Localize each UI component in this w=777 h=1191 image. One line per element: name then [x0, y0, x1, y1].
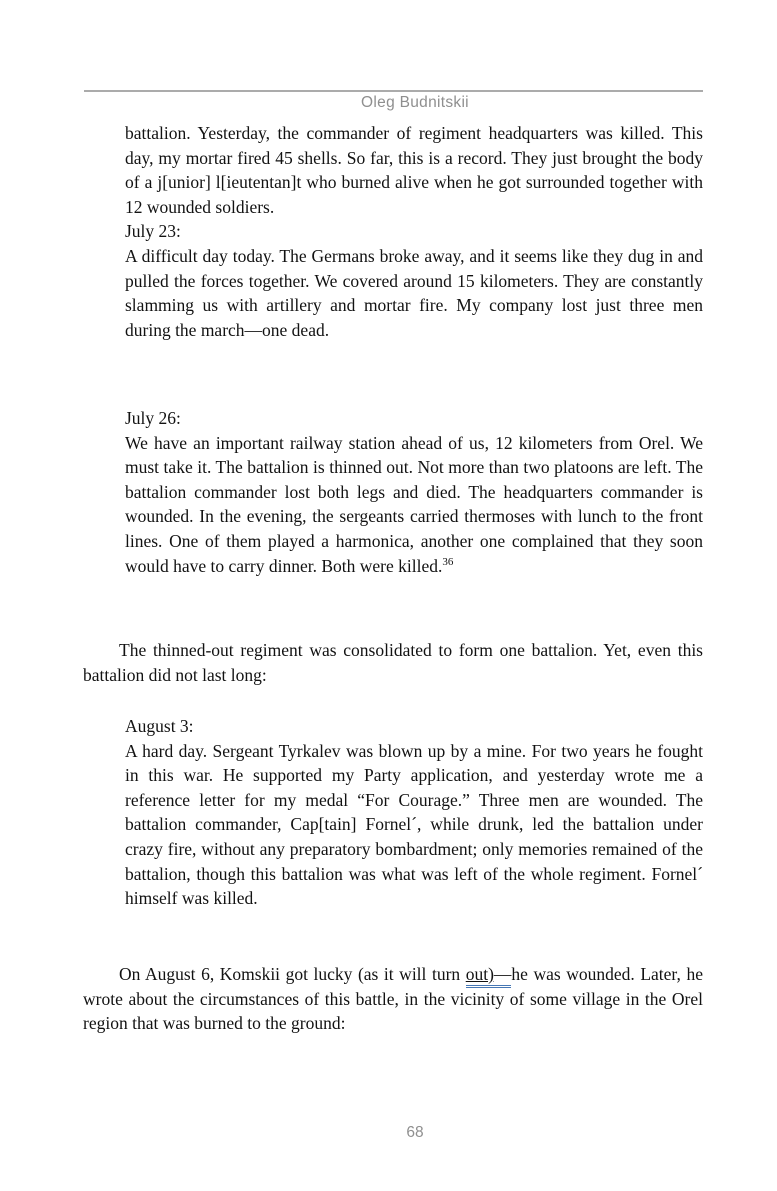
- narration-paragraph-august-6: [83, 962, 703, 1036]
- narration-text-before: On August 6, Komskii got lucky (as it will turn: [119, 964, 466, 984]
- page-number: 68: [406, 1124, 424, 1141]
- quote-paragraph-august-3: A hard day. Sergeant Tyrkalev was blown up by a mine. For two years he fought in this war. He supported my Party application, and yesterday wrote me a reference letter for my medal “For Courage.” Three men are wounded. The battalion commander, Cap[tain] Fornel´, while drunk, led the battalion under crazy fire, without any preparatory bombardment; only memories remained of the battalion, though this battalion was what was left of the whole regiment. Fornel´ himself was killed.: [125, 740, 703, 909]
- tracked-change-dash: —: [493, 964, 512, 984]
- narration-text-after: he was wounded. Later, he wrote about the circumstances of this battle, in the vicinity of some village in the Orel region that was burned to the ground:: [83, 964, 703, 1034]
- quote-paragraph-continuation: battalion. Yesterday, the commander of regiment headquarters was killed. This day, my mortar fired 45 shells. So far, this is a record. They just brought the body of a j[unior] l[ieutentan]t who burned alive when he got surrounded together with 12 wounded soldiers.: [125, 123, 703, 217]
- running-header-title: Oleg Budnitskii: [361, 94, 469, 111]
- quote-paragraph-july-23: A difficult day today. The Germans broke away, and it seems like they dug in and pulled the forces together. We covered around 15 kilometers. They are constantly slamming us with artillery and mortar fire. My company lost just three men during the march—one dead.: [125, 245, 703, 340]
- tracked-change-underlined-text: out): [465, 964, 494, 984]
- diary-date-august-3: August 3:: [125, 716, 194, 736]
- tracked-change-mark: [466, 964, 512, 988]
- quote-text: We have an important railway station ahead of us, 12 kilometers from Orel. We must take it. The battalion is thinned out. Not more than two platoons are left. The battalion commander lost both legs and died. The headquarters commander is wounded. In the evening, the sergeants carried thermoses with lunch to the front lines. One of them played a harmonica, another one complained that they soon would have to carry dinner. Both were killed.: [125, 432, 703, 576]
- footnote-reference-36: 36: [442, 555, 454, 568]
- diary-quote-august-3: [125, 714, 703, 911]
- diary-quote-july-26: [125, 406, 703, 578]
- diary-quote-july-22: [125, 121, 703, 342]
- quote-paragraph-july-26: [125, 431, 703, 579]
- diary-date-july-26: July 26:: [125, 408, 181, 428]
- header-rule: [84, 90, 703, 92]
- diary-date-july-23: July 23:: [125, 221, 181, 242]
- narration-paragraph-consolidation: The thinned-out regiment was consolidated to form one battalion. Yet, even this battalion did not last long:: [83, 640, 703, 685]
